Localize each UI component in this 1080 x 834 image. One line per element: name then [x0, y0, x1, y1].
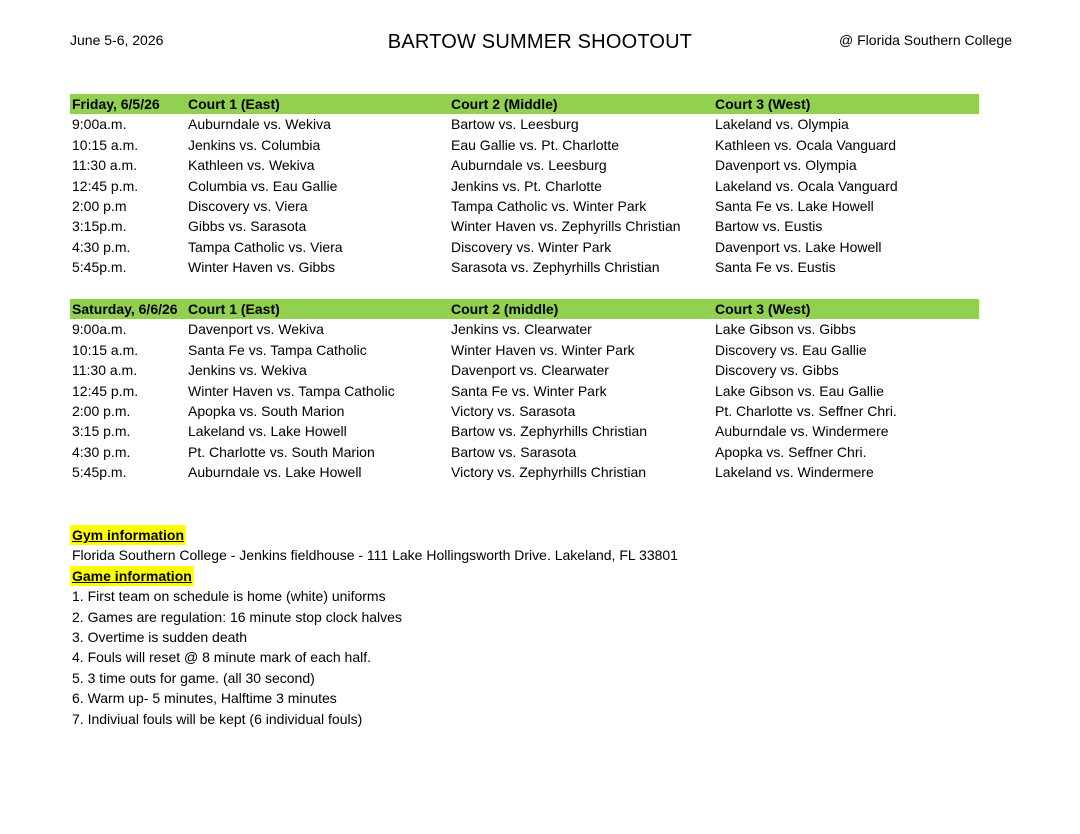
list-item: 2. Games are regulation: 16 minute stop clock halves [72, 608, 402, 625]
court-2-game: Santa Fe vs. Winter Park [451, 382, 607, 399]
court-1-game: Winter Haven vs. Gibbs [188, 259, 336, 276]
court-1-game: Discovery vs. Viera [188, 197, 308, 214]
info-section [70, 525, 970, 729]
table-row [70, 155, 979, 175]
court-3-game: Pt. Charlotte vs. Seffner Chri. [715, 402, 897, 419]
game-time: 3:15 p.m. [72, 423, 131, 440]
saturday-schedule-table [70, 299, 979, 483]
court-2-header: Court 2 (Middle) [451, 96, 558, 112]
gym-info-heading-line [70, 525, 970, 545]
game-time: 10:15 a.m. [72, 136, 139, 153]
gym-address: Florida Southern College - Jenkins fieldhouse - 111 Lake Hollingsworth Drive. Lakeland, FL 33801 [72, 547, 678, 564]
table-row [70, 319, 979, 339]
court-3-game: Davenport vs. Lake Howell [715, 238, 882, 255]
court-3-game: Lakeland vs. Ocala Vanguard [715, 177, 898, 194]
court-1-game: Kathleen vs. Wekiva [188, 157, 315, 174]
game-time: 5:45p.m. [72, 464, 127, 481]
game-time: 11:30 a.m. [72, 362, 138, 379]
table-row [70, 381, 979, 401]
court-1-game: Auburndale vs. Wekiva [188, 116, 331, 133]
court-2-game: Victory vs. Zephyrhills Christian [451, 464, 647, 481]
table-row [70, 237, 979, 257]
list-item: 7. Indiviual fouls will be kept (6 individual fouls) [72, 710, 363, 727]
event-date: June 5-6, 2026 [70, 32, 164, 48]
court-3-game: Bartow vs. Eustis [715, 218, 823, 235]
gym-info-heading: Gym information [70, 525, 186, 545]
court-3-game: Kathleen vs. Ocala Vanguard [715, 136, 897, 153]
list-item: 6. Warm up- 5 minutes, Halftime 3 minutes [72, 690, 337, 707]
court-3-game: Lake Gibson vs. Gibbs [715, 321, 856, 338]
court-3-header: Court 3 (West) [715, 96, 811, 112]
court-2-game: Bartow vs. Zephyrhills Christian [451, 423, 648, 440]
game-time: 2:00 p.m [72, 197, 127, 214]
court-3-game: Lakeland vs. Olympia [715, 116, 849, 133]
court-2-game: Sarasota vs. Zephyrhills Christian [451, 259, 660, 276]
list-item: 4. Fouls will reset @ 8 minute mark of each half. [72, 649, 371, 666]
court-1-game: Jenkins vs. Columbia [188, 136, 321, 153]
court-2-game: Auburndale vs. Leesburg [451, 157, 607, 174]
table-row [70, 401, 979, 421]
game-time: 4:30 p.m. [72, 443, 131, 460]
saturday-header-row [70, 299, 979, 319]
court-1-game: Gibbs vs. Sarasota [188, 218, 307, 235]
table-row [70, 360, 979, 380]
game-time: 9:00a.m. [72, 116, 127, 133]
court-1-game: Columbia vs. Eau Gallie [188, 177, 338, 194]
court-3-game: Santa Fe vs. Eustis [715, 259, 836, 276]
table-row [70, 442, 979, 462]
game-time: 2:00 p.m. [72, 402, 131, 419]
court-1-game: Tampa Catholic vs. Viera [188, 238, 343, 255]
court-1-header: Court 1 (East) [188, 301, 280, 317]
court-1-game: Apopka vs. South Marion [188, 402, 345, 419]
friday-header-row [70, 94, 979, 114]
court-2-game: Eau Gallie vs. Pt. Charlotte [451, 136, 620, 153]
page-title: BARTOW SUMMER SHOOTOUT [387, 31, 693, 53]
game-time: 3:15p.m. [72, 218, 127, 235]
table-row [70, 340, 979, 360]
court-2-game: Victory vs. Sarasota [451, 402, 576, 419]
saturday-day-label: Saturday, 6/6/26 [72, 301, 178, 317]
court-3-game: Discovery vs. Eau Gallie [715, 341, 867, 358]
court-2-game: Discovery vs. Winter Park [451, 238, 612, 255]
court-2-game: Jenkins vs. Clearwater [451, 321, 592, 338]
table-row [70, 114, 979, 134]
game-time: 11:30 a.m. [72, 157, 138, 174]
game-time: 9:00a.m. [72, 321, 127, 338]
court-2-game: Davenport vs. Clearwater [451, 362, 609, 379]
court-1-game: Winter Haven vs. Tampa Catholic [188, 382, 395, 399]
court-1-game: Lakeland vs. Lake Howell [188, 423, 347, 440]
court-1-game: Auburndale vs. Lake Howell [188, 464, 362, 481]
court-3-game: Auburndale vs. Windermere [715, 423, 889, 440]
event-venue: @ Florida Southern College [839, 32, 1012, 48]
game-info-heading: Game information [70, 566, 194, 586]
list-item: 1. First team on schedule is home (white) uniforms [72, 588, 386, 605]
list-item: 5. 3 time outs for game. (all 30 second) [72, 669, 315, 686]
court-2-game: Winter Haven vs. Winter Park [451, 341, 635, 358]
table-row [70, 135, 979, 155]
table-row [70, 176, 979, 196]
court-2-header: Court 2 (middle) [451, 301, 559, 317]
table-row [70, 421, 979, 441]
friday-day-label: Friday, 6/5/26 [72, 96, 160, 112]
court-2-game: Bartow vs. Leesburg [451, 116, 579, 133]
game-time: 4:30 p.m. [72, 238, 131, 255]
list-item: 3. Overtime is sudden death [72, 628, 248, 645]
court-3-game: Apopka vs. Seffner Chri. [715, 443, 867, 460]
court-1-game: Jenkins vs. Wekiva [188, 362, 307, 379]
court-1-game: Santa Fe vs. Tampa Catholic [188, 341, 367, 358]
game-time: 12:45 p.m. [72, 382, 139, 399]
court-3-game: Santa Fe vs. Lake Howell [715, 197, 874, 214]
friday-schedule-table [70, 94, 979, 278]
court-3-game: Lakeland vs. Windermere [715, 464, 874, 481]
table-row [70, 462, 979, 482]
table-row [70, 216, 979, 236]
court-1-game: Davenport vs. Wekiva [188, 321, 324, 338]
court-2-game: Winter Haven vs. Zephyrills Christian [451, 218, 681, 235]
court-3-game: Discovery vs. Gibbs [715, 362, 839, 379]
court-3-game: Davenport vs. Olympia [715, 157, 857, 174]
court-3-game: Lake Gibson vs. Eau Gallie [715, 382, 884, 399]
court-2-game: Bartow vs. Sarasota [451, 443, 577, 460]
game-time: 12:45 p.m. [72, 177, 139, 194]
game-time: 5:45p.m. [72, 259, 127, 276]
game-time: 10:15 a.m. [72, 341, 139, 358]
court-2-game: Jenkins vs. Pt. Charlotte [451, 177, 602, 194]
court-1-game: Pt. Charlotte vs. South Marion [188, 443, 375, 460]
table-row [70, 257, 979, 277]
court-1-header: Court 1 (East) [188, 96, 280, 112]
table-row [70, 196, 979, 216]
game-info-heading-line [70, 566, 970, 586]
court-3-header: Court 3 (West) [715, 301, 811, 317]
court-2-game: Tampa Catholic vs. Winter Park [451, 197, 647, 214]
